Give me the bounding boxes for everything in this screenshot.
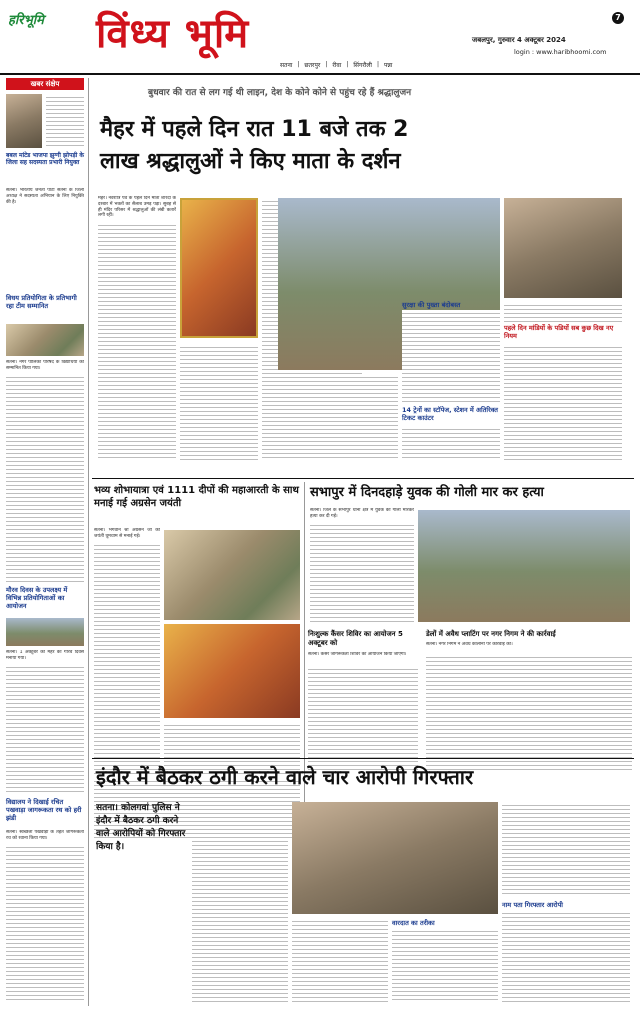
edition-item[interactable]: सतना — [280, 62, 293, 69]
story-text-lines — [310, 522, 414, 622]
story-headline: इंदौर में बैठकर ठगी करने वाले चार आरोपी गिरफ्तार — [96, 765, 474, 789]
story-body: सतना। नगर निगम ने अवैध कॉलोनी पर कार्रवाई की। — [426, 642, 513, 647]
headline-line-1: मैहर में पहले दिन रात 11 बजे तक 2 — [100, 117, 409, 142]
top-story-text-lines — [504, 344, 622, 460]
top-story-text-lines — [402, 426, 500, 460]
page-title: विंध्य भूमि — [96, 11, 250, 57]
sidebar — [6, 78, 86, 1006]
top-story-body: मैहर। नवरात्रि पर्व के पहले दिन माता शारदा के दरबार में भक्तों का सैलाब उमड़ पड़ा। सुबह से ही मंदिर परिसर में श्रद्धालुओं की लंबी कतारें लगी रहीं। — [98, 196, 176, 219]
divider: | — [325, 61, 328, 68]
top-story-headline — [100, 114, 630, 178]
sidebar-item-title: विधय प्रतियोगिता के प्रतिभागी रहा टीम सम्मानित — [6, 294, 77, 310]
story-subhead: वारदात का तरीका — [392, 919, 435, 927]
sidebar-header: खबर संक्षेप — [6, 78, 84, 90]
sidebar-item-body: सतना। नगर पालिका परिषद के विद्यार्थियों को सम्मानित किया गया। — [6, 360, 84, 371]
sidebar-item-body: सतना। 1 अक्टूबर को मैहर का गौरव दिवस मनाया गया। — [6, 650, 84, 661]
masthead — [0, 0, 640, 69]
story-text-lines — [308, 666, 418, 770]
top-story-subhead: सुरक्षा की पुख्ता बंदोबस्त — [402, 301, 461, 309]
masthead-rule — [0, 73, 640, 75]
procession-photo — [164, 530, 300, 620]
story-text-lines — [502, 910, 630, 1002]
edition-item[interactable]: सिंगरौली — [353, 62, 372, 69]
story-text-lines — [192, 802, 288, 1002]
top-story-side-head: पहले दिन मांडियों के पडियों सब कुछ दिख नए नियम — [504, 324, 614, 340]
queue-photo — [504, 198, 622, 298]
story-headline: डेलों में अवैध प्लाटिंग पर नगर निगम ने की कार्रवाई — [426, 630, 556, 638]
section-rule — [92, 758, 634, 759]
story-text-lines — [392, 928, 498, 1002]
story-text-lines — [94, 542, 160, 774]
story-body: सतना। कैंसर जागरूकता शिविर का आयोजन किया जाएगा। — [308, 652, 407, 657]
section-rule — [92, 478, 634, 479]
story-text-lines — [426, 654, 632, 770]
top-story-subhead: 14 ट्रेनों का स्टॉपेज, स्टेशन में अतिरिक्त टिकट काउंटर — [402, 406, 498, 422]
edition-item[interactable]: पन्ना — [383, 62, 393, 69]
sidebar-item-body: सतना। भारतीय जनता पार्टी सतना के जिला अध्यक्ष ने सदस्यता अभियान के लिए नियुक्ति की है। — [6, 188, 84, 205]
sidebar-item-title: मौरव दिवस के उपलक्ष्य में विभिन्न प्रतियोगिताओं का आयोजन — [6, 586, 68, 610]
story-headline: निःशुल्क कैंसर शिविर का आयोजन 5 अक्टूबर को — [308, 630, 403, 647]
goddess-photo — [180, 198, 258, 338]
sidebar-photo — [6, 618, 84, 646]
divider: | — [376, 61, 379, 68]
sidebar-item-title: विद्यालय ने दिखाई रचित पखवाड़ा जागरूकता रथ को हरी झंडी — [6, 798, 82, 822]
page-number — [612, 12, 624, 24]
top-story-text-lines — [180, 344, 258, 460]
story-body: सतना। जिले के सभापुर थाना क्षेत्र में युवक की गोली मारकर हत्या कर दी गई। — [310, 508, 414, 519]
accused-photo — [292, 802, 498, 914]
edition-item[interactable]: रीवा — [332, 62, 342, 69]
sidebar-text-lines — [6, 374, 84, 582]
sidebar-photo — [6, 94, 42, 148]
brand-logo: हरिभूमि — [8, 13, 44, 28]
edition-strip — [280, 61, 450, 71]
story-indore-fraud — [92, 762, 634, 1010]
headline-line-2: लाख श्रद्धालुओं ने किए माता के दर्शन — [100, 149, 401, 174]
story-text-lines — [502, 802, 630, 896]
story-headline: भव्य शोभायात्रा एवं 1111 दीपों की महाआरती के साथ मनाई गई अग्रसेन जयंती — [94, 485, 299, 509]
sidebar-photo — [6, 324, 84, 356]
top-story-text-lines — [504, 302, 622, 322]
sidebar-item-body: सतना। स्वच्छता पखवाड़ा के तहत जागरूकता रथ को रवाना किया गया। — [6, 830, 84, 841]
divider: | — [297, 61, 300, 68]
site-url[interactable]: login : www.haribhoomi.com — [514, 48, 607, 56]
sidebar-text-lines — [6, 844, 84, 1002]
sidebar-item-title: बबल मांटेड भाजपा झुग्गी झोपड़ी के जिला सह सदस्यता प्रभारी नियुक्त — [6, 152, 84, 166]
story-headline: सभापुर में दिनदहाड़े युवक की गोली मार कर हत्या — [310, 485, 544, 500]
story-body: सतना। कोलगवां पुलिस ने इंदौर में बैठकर ठगी करने वाले आरोपियों को गिरफ्तार किया है। — [96, 803, 186, 852]
top-story-text-lines — [402, 310, 500, 402]
story-text-lines — [292, 918, 388, 1002]
top-story-text-lines — [278, 374, 398, 460]
page-number-text: 7 — [615, 13, 621, 22]
sidebar-rule — [88, 78, 89, 1006]
top-story-kicker: बुधवार की रात से लग गई थी लाइन, देश के कोने कोने से पहुंच रहे हैं श्रद्धालुजन — [148, 88, 412, 98]
sidebar-text-lines — [6, 664, 84, 794]
aarti-photo — [164, 624, 300, 718]
dateline: जबलपुर, गुरुवार 4 अक्टूबर 2024 — [472, 36, 566, 44]
top-story — [92, 78, 634, 478]
story-body: सतना। भगवान श्री अग्रसेन जी की जयंती धूमधाम से मनाई गई। — [94, 528, 160, 539]
edition-item[interactable]: छतरपुर — [304, 62, 321, 69]
story-subhead: नाम पता गिरफ्तार आरोपी — [502, 901, 563, 909]
top-story-text-lines — [98, 222, 176, 460]
crime-scene-photo — [418, 510, 630, 622]
sidebar-text-lines — [46, 94, 84, 148]
divider: | — [346, 61, 349, 68]
